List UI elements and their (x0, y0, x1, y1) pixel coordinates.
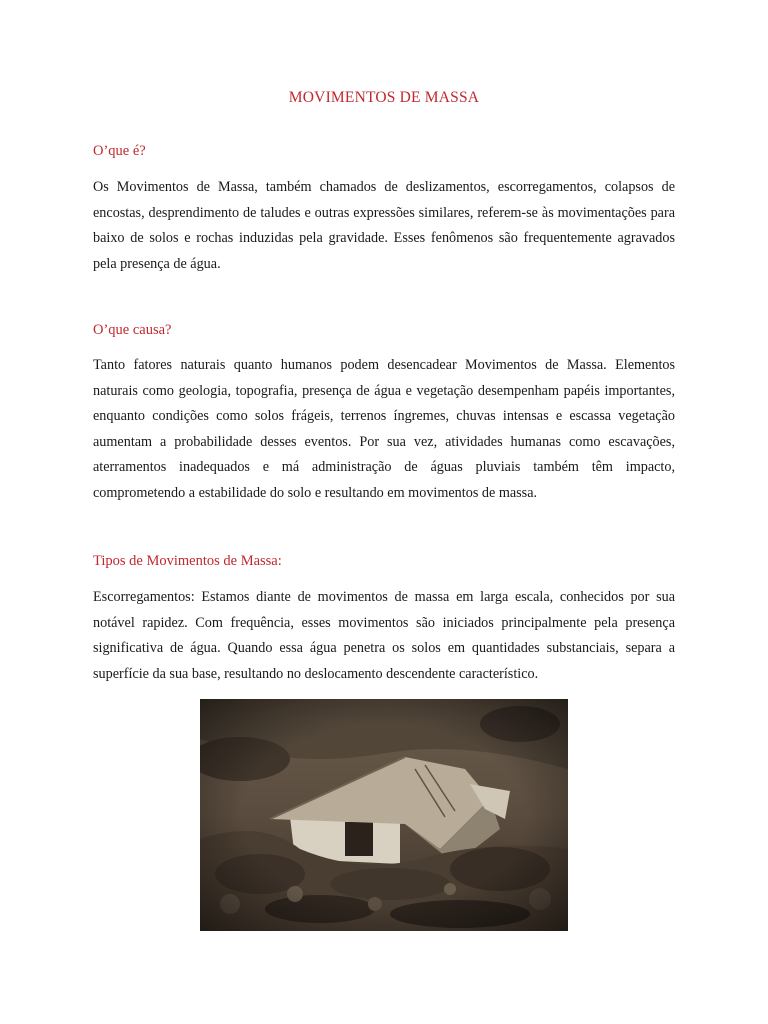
section-heading-o-que-e: O’que é? (93, 143, 146, 159)
section-paragraph-o-que-causa: Tanto fatores naturais quanto humanos podem desencadear Movimentos de Massa. Elementos naturais como geologia, topografia, presença de água e vegetação desempenham papéis importantes, enquanto condições como solos frágeis, terrenos íngremes, chuvas intensas e escassa vegetação aumentam a probabilidade desses eventos. Por sua vez, atividades humanas como escavações, aterramentos inadequados e má administração de águas pluviais também têm impacto, comprometendo a estabilidade do solo e resultando em movimentos de massa. (93, 357, 675, 501)
section-paragraph-o-que-e: Os Movimentos de Massa, também chamados de deslizamentos, escorregamentos, colapsos de encostas, desprendimento de taludes e outras expressões similares, referem-se às movimentações para baixo de solos e rochas induzidas pela gravidade. Esses fenômenos são frequentemente agravados pela presença de água. (93, 179, 675, 272)
section-heading-tipos: Tipos de Movimentos de Massa: (93, 553, 282, 569)
landslide-photo (200, 699, 568, 931)
document-title: MOVIMENTOS DE MASSA (288, 89, 480, 106)
section-paragraph-tipos: Escorregamentos: Estamos diante de movimentos de massa em larga escala, conhecidos por sua notável rapidez. Com frequência, esses movimentos são iniciados principalmente pela presença significativa de água. Quando essa água penetra os solos em quantidades substanciais, separa a superfície da sua base, resultando no deslocamento descendente característico. (93, 589, 675, 682)
section-heading-o-que-causa: O’que causa? (93, 322, 172, 338)
